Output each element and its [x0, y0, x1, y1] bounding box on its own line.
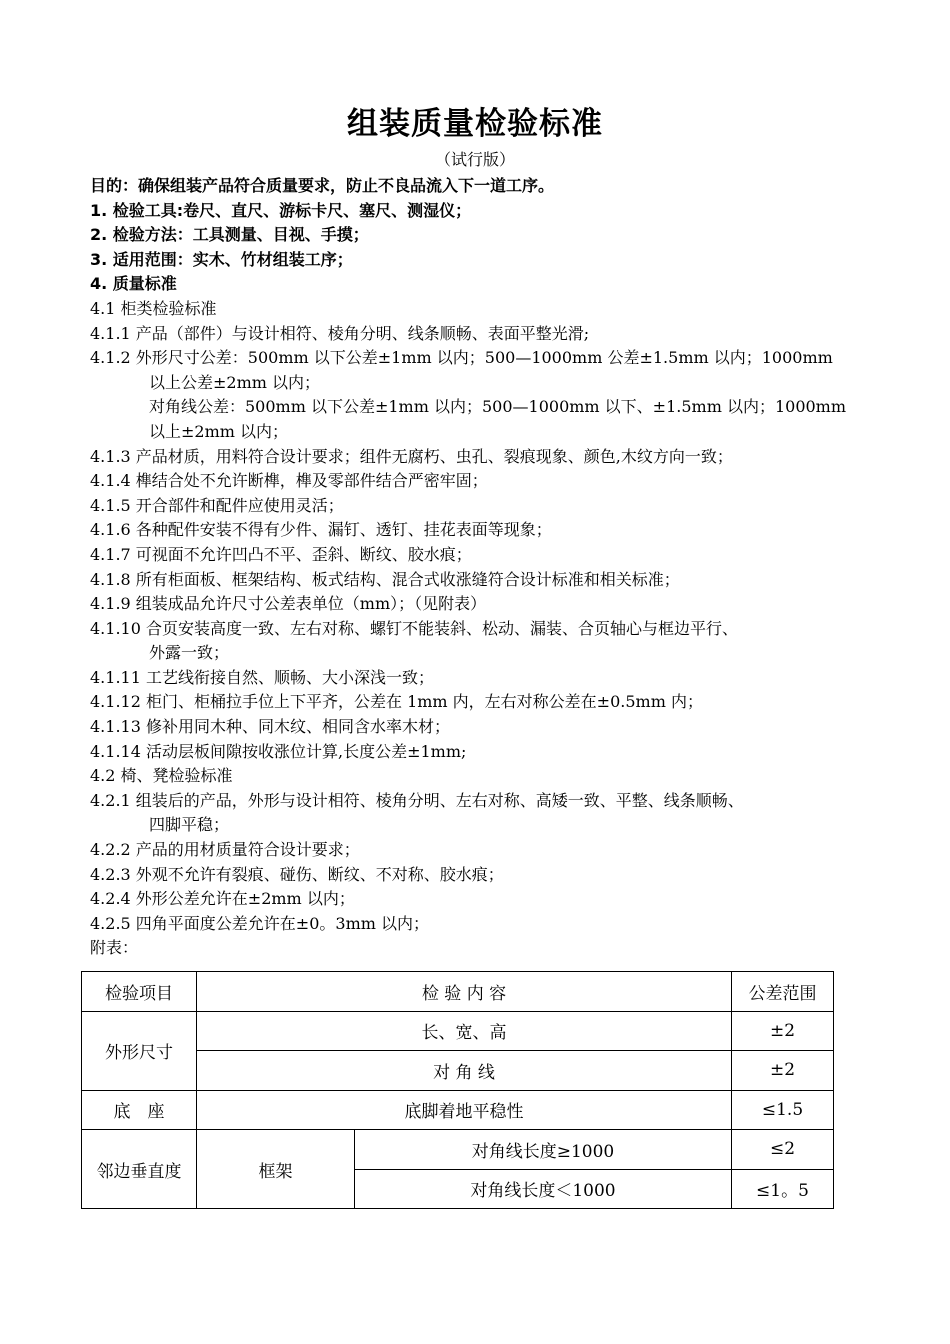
- cabinet-item: 4.1.7 可视面不允许凹凸不平、歪斜、断纹、胶水痕；: [90, 544, 472, 564]
- section-scope: 3. 适用范围：实木、竹材组装工序；: [90, 249, 353, 269]
- cabinet-item: 4.1.14 活动层板间隙按收涨位计算,长度公差±1mm;: [90, 741, 467, 761]
- table-header-row: [82, 972, 834, 1012]
- chair-heading: 4.2 椅、凳检验标准: [90, 766, 233, 786]
- document-subtitle: （试行版）: [434, 150, 515, 169]
- section-tools: 1. 检验工具:卷尺、直尺、游标卡尺、塞尺、测湿仪；: [90, 200, 472, 220]
- chair-item: 4.2.1 组装后的产品，外形与设计相符、棱角分明、左右对称、高矮一致、平整、线条顺畅、: [90, 790, 744, 810]
- cabinet-item-continued: 以上±2mm 以内；: [149, 421, 289, 441]
- cabinet-item: 4.1.9 组装成品允许尺寸公差表单位（mm）；（见附表）: [90, 594, 487, 614]
- document-title: 组装质量检验标准: [347, 106, 603, 142]
- cabinet-item: 4.1.1 产品（部件）与设计相符、棱角分明、线条顺畅、表面平整光滑;: [90, 323, 590, 343]
- diag-lt-tolerance: ≤1。5: [732, 1169, 834, 1209]
- header-content: 检 验 内 容: [197, 972, 732, 1012]
- chair-item: 4.2.3 外观不允许有裂痕、碰伤、断纹、不对称、胶水痕；: [90, 864, 504, 884]
- perpendicularity-label: 邻边垂直度: [82, 1130, 197, 1209]
- table-row: [82, 1011, 834, 1051]
- chair-item: 4.2.5 四角平面度公差允许在±0。3mm 以内；: [90, 913, 429, 933]
- cabinet-item-continued: 对角线公差：500mm 以下公差±1mm 以内；500—1000mm 以下、±1.5mm 以内；1000mm: [149, 397, 847, 417]
- cabinet-item: 4.1.12 柜门、柜桶拉手位上下平齐，公差在 1mm 内，左右对称公差在±0.5mm 内；: [90, 692, 703, 712]
- chair-item: 4.2.4 外形公差允许在±2mm 以内；: [90, 889, 355, 909]
- document-body: [90, 174, 880, 961]
- cabinet-item: 4.1.10 合页安装高度一致、左右对称、螺钉不能装斜、松动、漏装、合页轴心与框边平行、: [90, 618, 738, 638]
- cabinet-item: 4.1.6 各种配件安装不得有少件、漏钉、透钉、挂花表面等现象；: [90, 520, 552, 540]
- base-tolerance: ≤1.5: [732, 1090, 834, 1130]
- appendix-label: 附表：: [90, 938, 139, 958]
- frame-label: 框架: [197, 1130, 355, 1209]
- base-content: 底脚着地平稳性: [197, 1090, 732, 1130]
- chair-item: 4.2.2 产品的用材质量符合设计要求；: [90, 840, 360, 860]
- base-label: 底 座: [82, 1090, 197, 1130]
- diag-lt-cell: 对角线长度＜1000: [355, 1169, 732, 1209]
- section-methods: 2. 检验方法：工具测量、目视、手摸；: [90, 225, 369, 245]
- table-row: [82, 1130, 834, 1170]
- diagonal-tolerance: ±2: [732, 1051, 834, 1091]
- cabinet-item-continued: 以上公差±2mm 以内；: [149, 372, 321, 392]
- diagonal-cell: 对 角 线: [197, 1051, 732, 1091]
- chair-item-continued: 四脚平稳；: [149, 815, 230, 835]
- shape-size-label: 外形尺寸: [82, 1011, 197, 1090]
- cabinet-item-continued: 外露一致；: [149, 643, 230, 663]
- cabinet-item: 4.1.4 榫结合处不允许断榫，榫及零部件结合严密牢固；: [90, 471, 488, 491]
- tolerance-table: [81, 971, 834, 1209]
- cabinet-item: 4.1.11 工艺线衔接自然、顺畅、大小深浅一致；: [90, 667, 434, 687]
- diag-ge-cell: 对角线长度≥1000: [355, 1130, 732, 1170]
- section-quality: 4. 质量标准: [90, 274, 177, 294]
- cabinet-item: 4.1.8 所有柜面板、框架结构、板式结构、混合式收涨缝符合设计标准和相关标准；: [90, 569, 680, 589]
- purpose-line: 目的：确保组装产品符合质量要求，防止不良品流入下一道工序。: [90, 176, 555, 195]
- table-row: [82, 1090, 834, 1130]
- diag-ge-tolerance: ≤2: [732, 1130, 834, 1170]
- lwh-cell: 长、宽、高: [197, 1011, 732, 1051]
- header-tolerance: 公差范围: [732, 972, 834, 1012]
- cabinet-item: 4.1.5 开合部件和配件应使用灵活；: [90, 495, 344, 515]
- cabinet-item: 4.1.2 外形尺寸公差：500mm 以下公差±1mm 以内；500—1000mm 公差±1.5mm 以内；1000mm: [90, 348, 833, 368]
- cabinet-heading: 4.1 柜类检验标准: [90, 298, 217, 318]
- cabinet-item: 4.1.3 产品材质，用料符合设计要求；组件无腐朽、虫孔、裂痕现象、颜色,木纹方向一致；: [90, 446, 733, 466]
- header-item: 检验项目: [82, 972, 197, 1012]
- cabinet-item: 4.1.13 修补用同木种、同木纹、相同含水率木材；: [90, 717, 450, 737]
- lwh-tolerance: ±2: [732, 1011, 834, 1051]
